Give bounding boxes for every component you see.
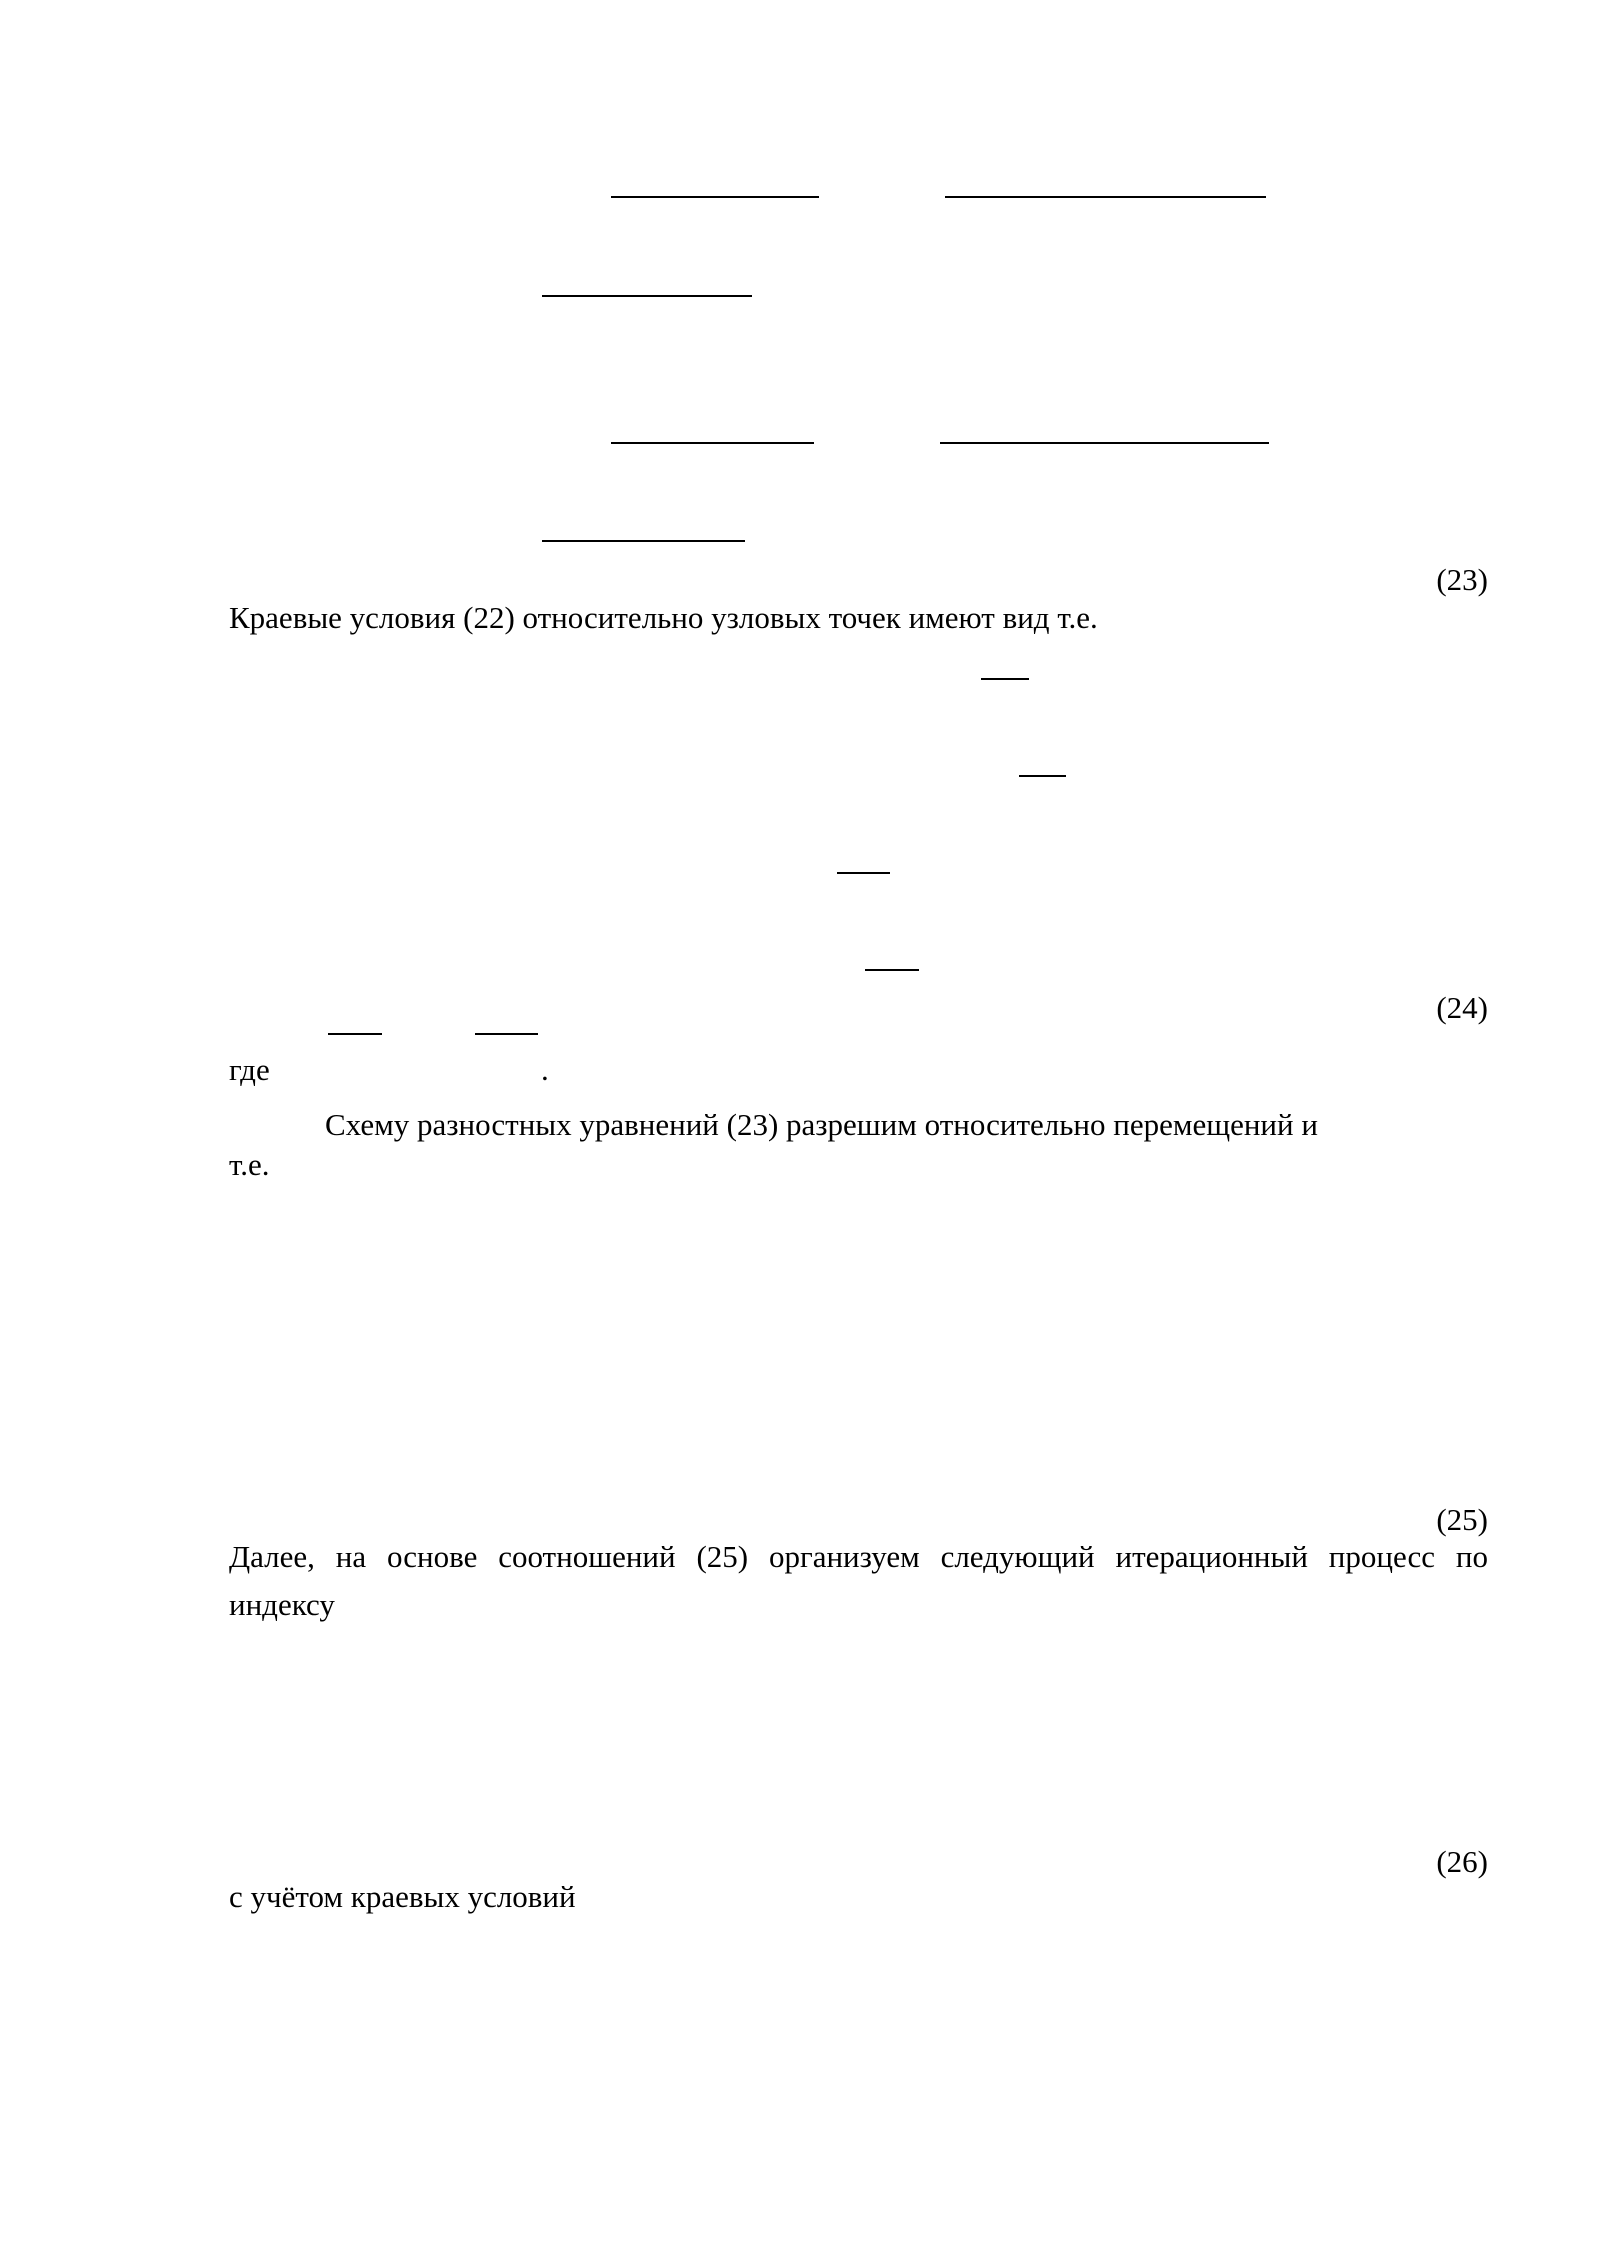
paragraph-scheme-line-1: Схему разностных уравнений (23) разрешим относительно перемещений и bbox=[325, 1107, 1318, 1142]
equation-number: (26) bbox=[1436, 1844, 1488, 1879]
fraction-bar bbox=[1019, 775, 1066, 777]
equation-number: (25) bbox=[1436, 1502, 1488, 1537]
fraction-bar bbox=[542, 540, 745, 542]
where-period: . bbox=[541, 1052, 549, 1087]
fraction-bar bbox=[940, 442, 1269, 444]
paragraph-scheme-line-2: т.е. bbox=[229, 1147, 270, 1182]
fraction-bar bbox=[981, 678, 1029, 680]
fraction-bar bbox=[865, 969, 919, 971]
fraction-bar bbox=[328, 1033, 382, 1035]
fraction-bar bbox=[611, 442, 814, 444]
fraction-bar bbox=[542, 295, 752, 297]
fraction-bar bbox=[945, 196, 1266, 198]
equation-number: (23) bbox=[1436, 562, 1488, 597]
paragraph-boundary-conditions: Краевые условия (22) относительно узловых точек имеют вид т.е. bbox=[229, 600, 1098, 635]
where-label: где bbox=[229, 1052, 270, 1087]
paragraph-iteration-line-1: Далее, на основе соотношений (25) организуем следующий итерационный процесс по bbox=[229, 1539, 1488, 1574]
fraction-bar bbox=[611, 196, 819, 198]
fraction-bar bbox=[475, 1033, 538, 1035]
equation-number: (24) bbox=[1436, 990, 1488, 1025]
fraction-bar bbox=[837, 872, 890, 874]
paragraph-with-boundary-conditions: с учётом краевых условий bbox=[229, 1879, 576, 1914]
paragraph-iteration-line-2: индексу bbox=[229, 1587, 335, 1622]
